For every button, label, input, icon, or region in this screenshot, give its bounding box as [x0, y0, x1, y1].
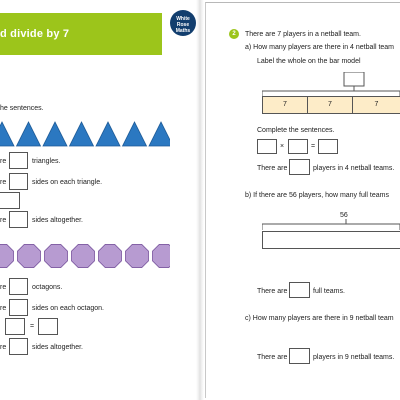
line-4-text: sides altogether.	[32, 217, 83, 224]
bar-model-b	[262, 231, 400, 249]
line-2-prefix: re	[0, 179, 7, 186]
bar-model-instruction: Label the whole on the bar model	[257, 58, 361, 65]
line-1-prefix: re	[0, 158, 7, 165]
answer-box-full-teams[interactable]	[289, 282, 310, 298]
octagons-row	[0, 242, 170, 270]
players-9-teams-text: players in 9 netball teams.	[313, 354, 395, 361]
octagon-shape	[44, 244, 67, 267]
answer-box-triangle-sides[interactable]	[9, 173, 28, 190]
answer-box-octagon-sides[interactable]	[9, 299, 28, 316]
line-5-prefix: re	[0, 284, 7, 291]
logo-text-1: White	[176, 16, 190, 22]
question-a: a) How many players are there in 4 netball team	[245, 44, 395, 51]
equals-sign: =	[30, 323, 35, 330]
line-6-prefix: re	[0, 305, 7, 312]
octagon-shape	[152, 244, 170, 267]
there-are-b: There are	[257, 288, 288, 295]
bar-b-bracket	[262, 219, 400, 231]
octagon-shape	[17, 244, 40, 267]
line-8-text: sides altogether.	[32, 344, 83, 351]
question-number-badge: 2	[229, 29, 239, 39]
players-4-teams-text: players in 4 netball teams.	[313, 165, 395, 172]
bar-part-2: 7	[307, 96, 353, 114]
times-sign: ×	[280, 143, 285, 150]
triangle-shape	[17, 122, 41, 146]
triangle-shape	[123, 122, 147, 146]
chapter-title: d divide by 7	[0, 28, 70, 40]
triangle-shape	[70, 122, 94, 146]
triangle-shape	[96, 122, 120, 146]
line-5-text: octagons.	[32, 284, 63, 291]
multiply-result-box[interactable]	[318, 139, 338, 154]
line-2-text: sides on each triangle.	[32, 179, 103, 186]
triangle-shape	[0, 122, 14, 146]
answer-box-calc[interactable]	[0, 192, 20, 209]
line-4-prefix: re	[0, 217, 7, 224]
full-teams-text: full teams.	[313, 288, 345, 295]
bar-model-bracket	[262, 72, 400, 98]
question-intro: There are 7 players in a netball team.	[245, 31, 361, 38]
answer-box-players-9-teams[interactable]	[289, 348, 310, 364]
bar-part-1: 7	[262, 96, 308, 114]
bar-total-label: 56	[340, 212, 348, 219]
question-b: b) If there are 56 players, how many full teams	[245, 192, 389, 199]
octagon-shape	[71, 244, 94, 267]
answer-box-multiply-result[interactable]	[38, 318, 58, 335]
line-1-text: triangles.	[32, 158, 61, 165]
answer-box-multiply-1[interactable]	[5, 318, 25, 335]
logo-text-3: Maths	[175, 28, 191, 34]
octagon-shape	[98, 244, 121, 267]
line-8-prefix: re	[0, 344, 7, 351]
book-spine	[196, 0, 204, 400]
left-instruction: he sentences.	[0, 105, 44, 112]
answer-box-triangles[interactable]	[9, 152, 28, 169]
there-are-a: There are	[257, 165, 288, 172]
octagon-shape	[125, 244, 148, 267]
multiply-box-1[interactable]	[257, 139, 277, 154]
octagon-shape	[0, 244, 14, 267]
triangle-shape	[43, 122, 67, 146]
triangles-row	[0, 120, 170, 148]
equals-sign-a: =	[311, 143, 316, 150]
whole-label-box	[344, 72, 364, 86]
answer-box-octagons[interactable]	[9, 278, 28, 295]
answer-box-octagon-total[interactable]	[9, 338, 28, 355]
line-6-text: sides on each octagon.	[32, 305, 104, 312]
answer-box-total-sides[interactable]	[9, 211, 28, 228]
there-are-c: There are	[257, 354, 288, 361]
answer-box-players-4-teams[interactable]	[289, 159, 310, 175]
logo-text-2: Rose	[176, 22, 190, 28]
complete-instruction: Complete the sentences.	[257, 127, 335, 134]
multiply-box-2[interactable]	[288, 139, 308, 154]
triangle-shape	[149, 122, 170, 146]
question-c: c) How many players are there in 9 netball team	[245, 315, 394, 322]
bar-part-3: 7	[352, 96, 400, 114]
white-rose-maths-logo	[170, 10, 196, 36]
